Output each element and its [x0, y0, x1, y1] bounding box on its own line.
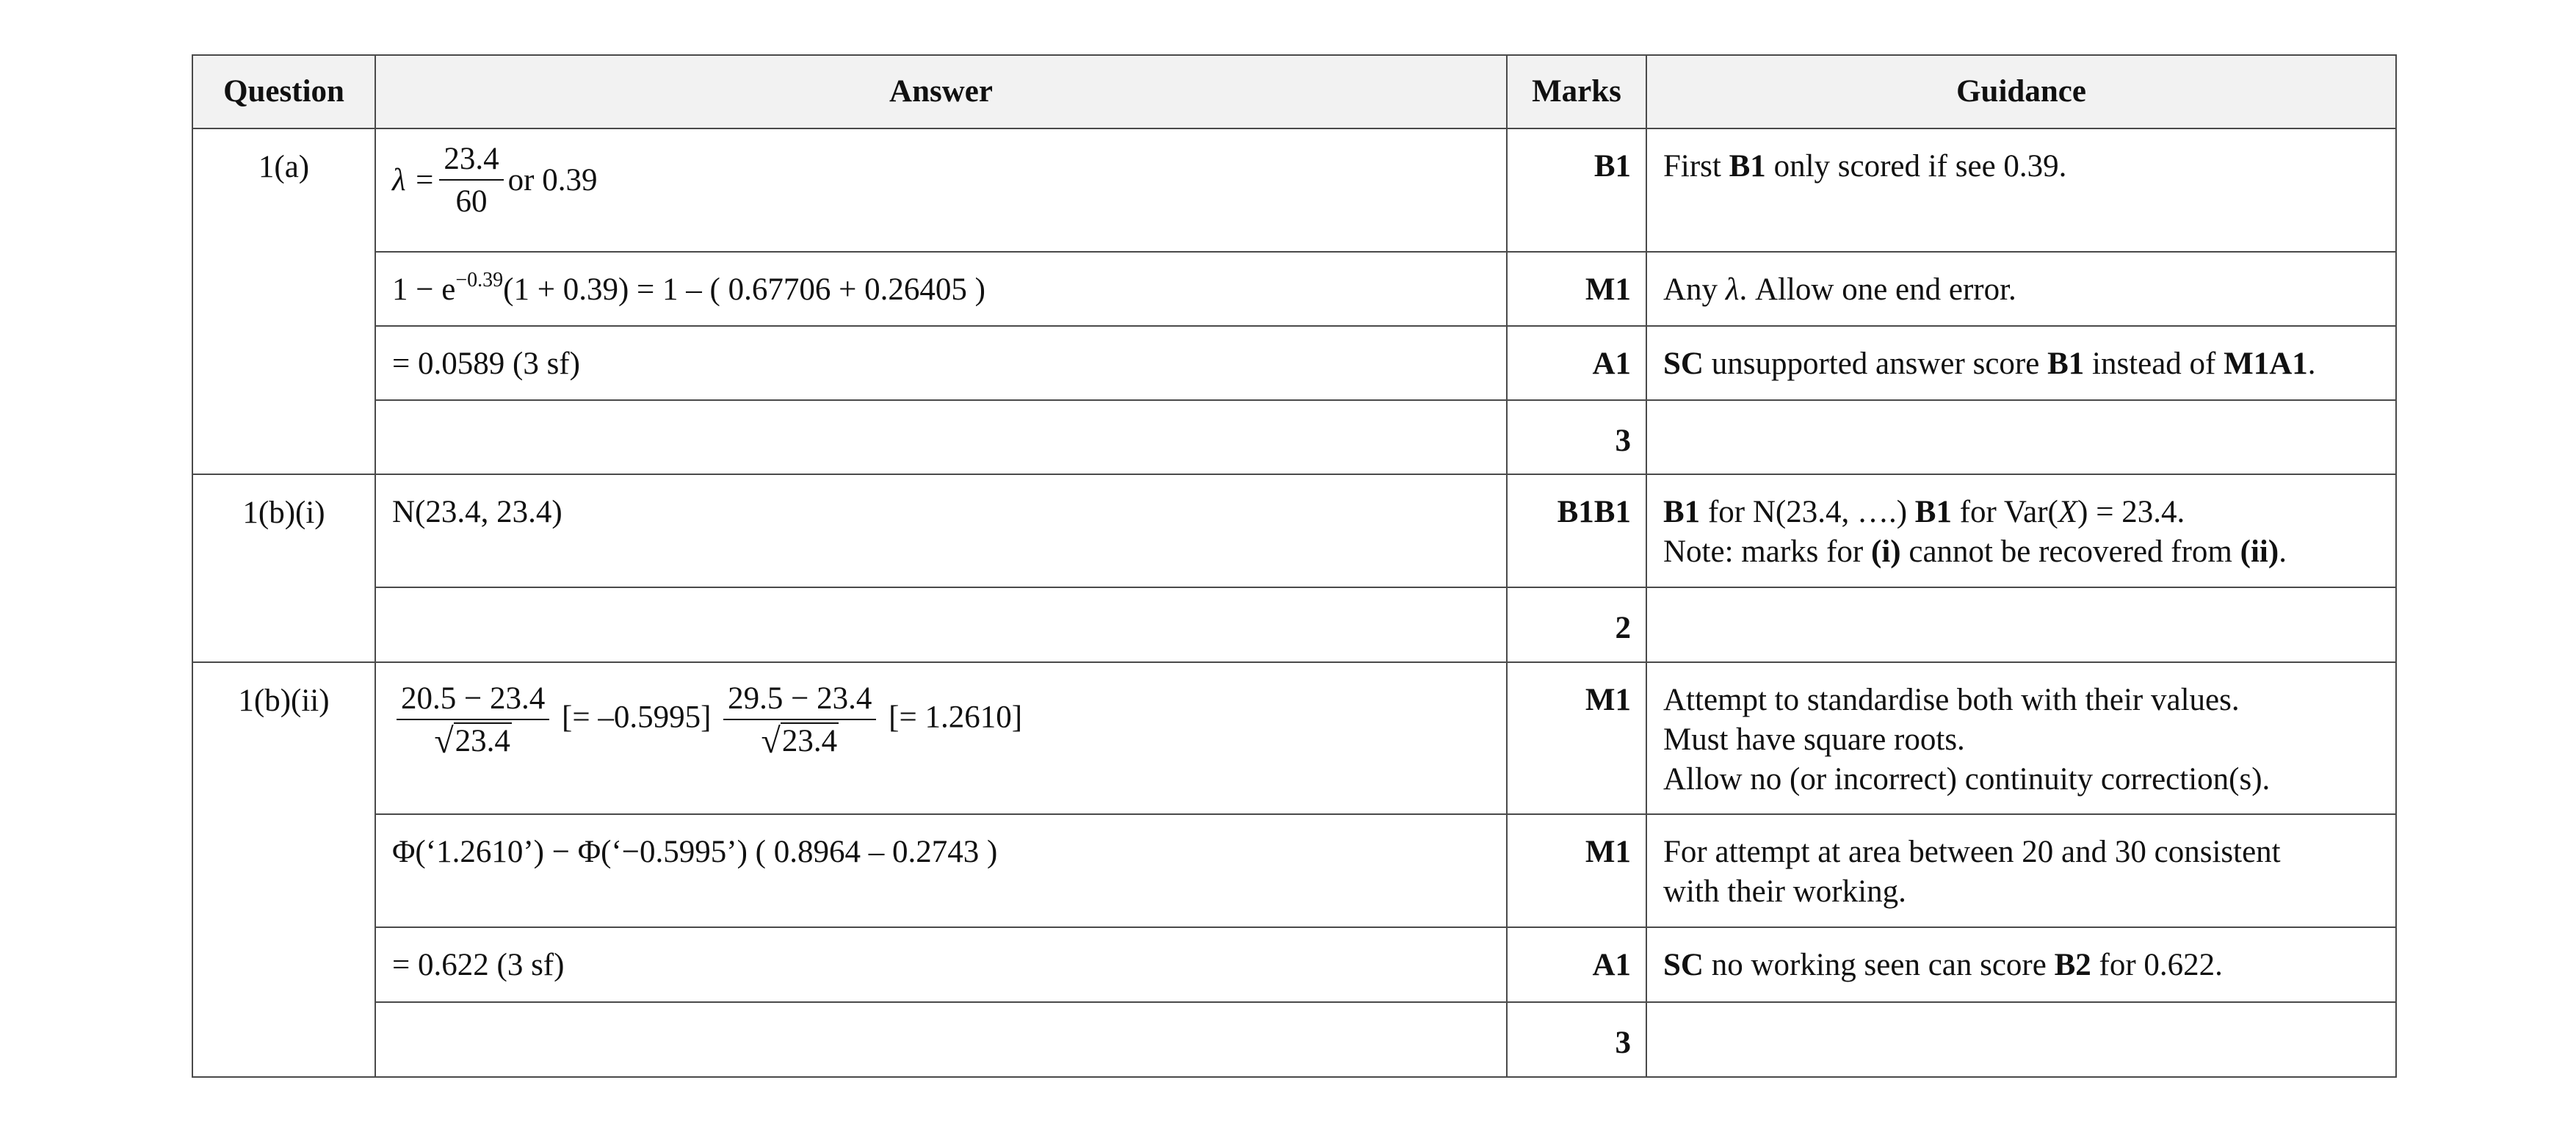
guidance-cell-empty	[1646, 400, 2396, 474]
fraction	[723, 679, 876, 761]
exponent: −0.39	[455, 269, 504, 291]
guidance-bold: B1	[1663, 495, 1701, 529]
guidance-cell-empty	[1646, 1002, 2396, 1077]
guidance-text: for Var(	[1951, 495, 2058, 529]
guidance-line: Allow no (or incorrect) continuity correction(s).	[1663, 761, 2271, 797]
guidance-bold: B1	[1914, 495, 1952, 529]
guidance-text: for N(23.4, ….)	[1700, 495, 1915, 529]
marks-cell: M1	[1507, 814, 1646, 927]
guidance-italic: X	[2058, 495, 2078, 529]
question-label: 1(b)(i)	[192, 474, 375, 662]
guidance-text: instead of	[2084, 347, 2224, 381]
guidance-bold: SC	[1663, 948, 1704, 982]
fraction-numerator: 23.4	[439, 139, 503, 181]
guidance-text: Note: marks for	[1663, 534, 1872, 569]
guidance-cell	[1646, 326, 2396, 400]
table-row	[192, 474, 2396, 587]
answer-cell: = 0.622 (3 sf)	[375, 927, 1507, 1002]
table-row	[192, 587, 2396, 662]
guidance-line	[1663, 532, 2379, 572]
fraction-denominator	[723, 720, 876, 761]
guidance-bold: B2	[2054, 948, 2091, 982]
marks-cell: M1	[1507, 252, 1646, 326]
fraction-denominator	[397, 720, 549, 761]
total-marks: 3	[1507, 1002, 1646, 1077]
guidance-text: ) = 23.4.	[2077, 495, 2185, 529]
guidance-text: .	[2307, 347, 2316, 381]
marks-cell: A1	[1507, 326, 1646, 400]
fraction-numerator: 20.5 − 23.4	[397, 679, 549, 720]
guidance-text: Any	[1663, 272, 1726, 307]
answer-cell: Φ(‘1.2610’) − Φ(‘−0.5995’) ( 0.8964 – 0.2743 )	[375, 814, 1507, 927]
sqrt-icon: √	[434, 721, 454, 761]
guidance-cell	[1646, 662, 2396, 814]
answer-value: [= –0.5995]	[562, 700, 712, 735]
guidance-line: with their working.	[1663, 874, 1906, 909]
marks-cell: A1	[1507, 927, 1646, 1002]
table-row	[192, 252, 2396, 326]
guidance-cell	[1646, 128, 2396, 252]
header-row	[192, 55, 2396, 128]
table-row	[192, 128, 2396, 252]
header-answer: Answer	[375, 55, 1507, 128]
radicand: 23.4	[455, 723, 510, 758]
table-row	[192, 662, 2396, 814]
answer-cell-empty	[375, 400, 1507, 474]
marks-cell: B1	[1507, 128, 1646, 252]
answer-cell: N(23.4, 23.4)	[375, 474, 1507, 587]
guidance-bold: B1	[2047, 347, 2085, 381]
guidance-cell	[1646, 252, 2396, 326]
table-row	[192, 927, 2396, 1002]
guidance-text: for 0.622.	[2091, 948, 2223, 982]
guidance-bold: (ii)	[2240, 534, 2279, 569]
marks-cell: M1	[1507, 662, 1646, 814]
marks-cell: B1B1	[1507, 474, 1646, 587]
table-row	[192, 326, 2396, 400]
fraction-denominator: 60	[455, 184, 488, 219]
answer-text: 1 − e	[392, 272, 456, 307]
guidance-text: . Allow one end error.	[1739, 272, 2016, 307]
guidance-line: Attempt to standardise both with their values.	[1663, 683, 2240, 717]
guidance-cell-empty	[1646, 587, 2396, 662]
answer-tail: or 0.39	[507, 162, 598, 197]
answer-cell-empty	[375, 1002, 1507, 1077]
radicand: 23.4	[781, 723, 838, 758]
guidance-line	[1663, 493, 2379, 532]
guidance-italic: λ	[1725, 272, 1740, 307]
guidance-bold: SC	[1663, 347, 1704, 381]
fraction	[439, 139, 503, 222]
header-question: Question	[192, 55, 375, 128]
guidance-text: .	[2279, 534, 2287, 569]
total-marks: 2	[1507, 587, 1646, 662]
answer-text: (1 + 0.39) = 1 – ( 0.67706 + 0.26405 )	[503, 272, 985, 307]
table-row	[192, 400, 2396, 474]
answer-cell	[375, 252, 1507, 326]
guidance-cell	[1646, 927, 2396, 1002]
answer-cell-empty	[375, 587, 1507, 662]
guidance-bold: M1A1	[2224, 347, 2308, 381]
guidance-text: unsupported answer score	[1703, 347, 2048, 381]
guidance-line: Must have square roots.	[1663, 722, 1965, 757]
lambda-lhs: λ =	[392, 162, 435, 197]
answer-cell	[375, 128, 1507, 252]
question-label: 1(a)	[192, 128, 375, 474]
mark-scheme-table	[192, 54, 2397, 1078]
header-guidance: Guidance	[1646, 55, 2396, 128]
header-marks: Marks	[1507, 55, 1646, 128]
guidance-text: only scored if see 0.39.	[1765, 149, 2067, 184]
guidance-text: First	[1663, 149, 1729, 184]
guidance-line: For attempt at area between 20 and 30 consistent	[1663, 835, 2281, 869]
table-row	[192, 1002, 2396, 1077]
answer-value: [= 1.2610]	[889, 700, 1023, 735]
guidance-text: cannot be recovered from	[1900, 534, 2240, 569]
total-marks: 3	[1507, 400, 1646, 474]
guidance-text: no working seen can score	[1703, 948, 2055, 982]
table-row	[192, 814, 2396, 927]
answer-cell	[375, 662, 1507, 814]
answer-cell: = 0.0589 (3 sf)	[375, 326, 1507, 400]
fraction-numerator: 29.5 − 23.4	[723, 679, 876, 720]
guidance-cell	[1646, 474, 2396, 587]
guidance-cell	[1646, 814, 2396, 927]
sqrt-icon: √	[761, 721, 781, 761]
question-label: 1(b)(ii)	[192, 662, 375, 1077]
guidance-bold: (i)	[1871, 534, 1901, 569]
guidance-bold: B1	[1729, 149, 1766, 184]
fraction	[397, 679, 549, 761]
